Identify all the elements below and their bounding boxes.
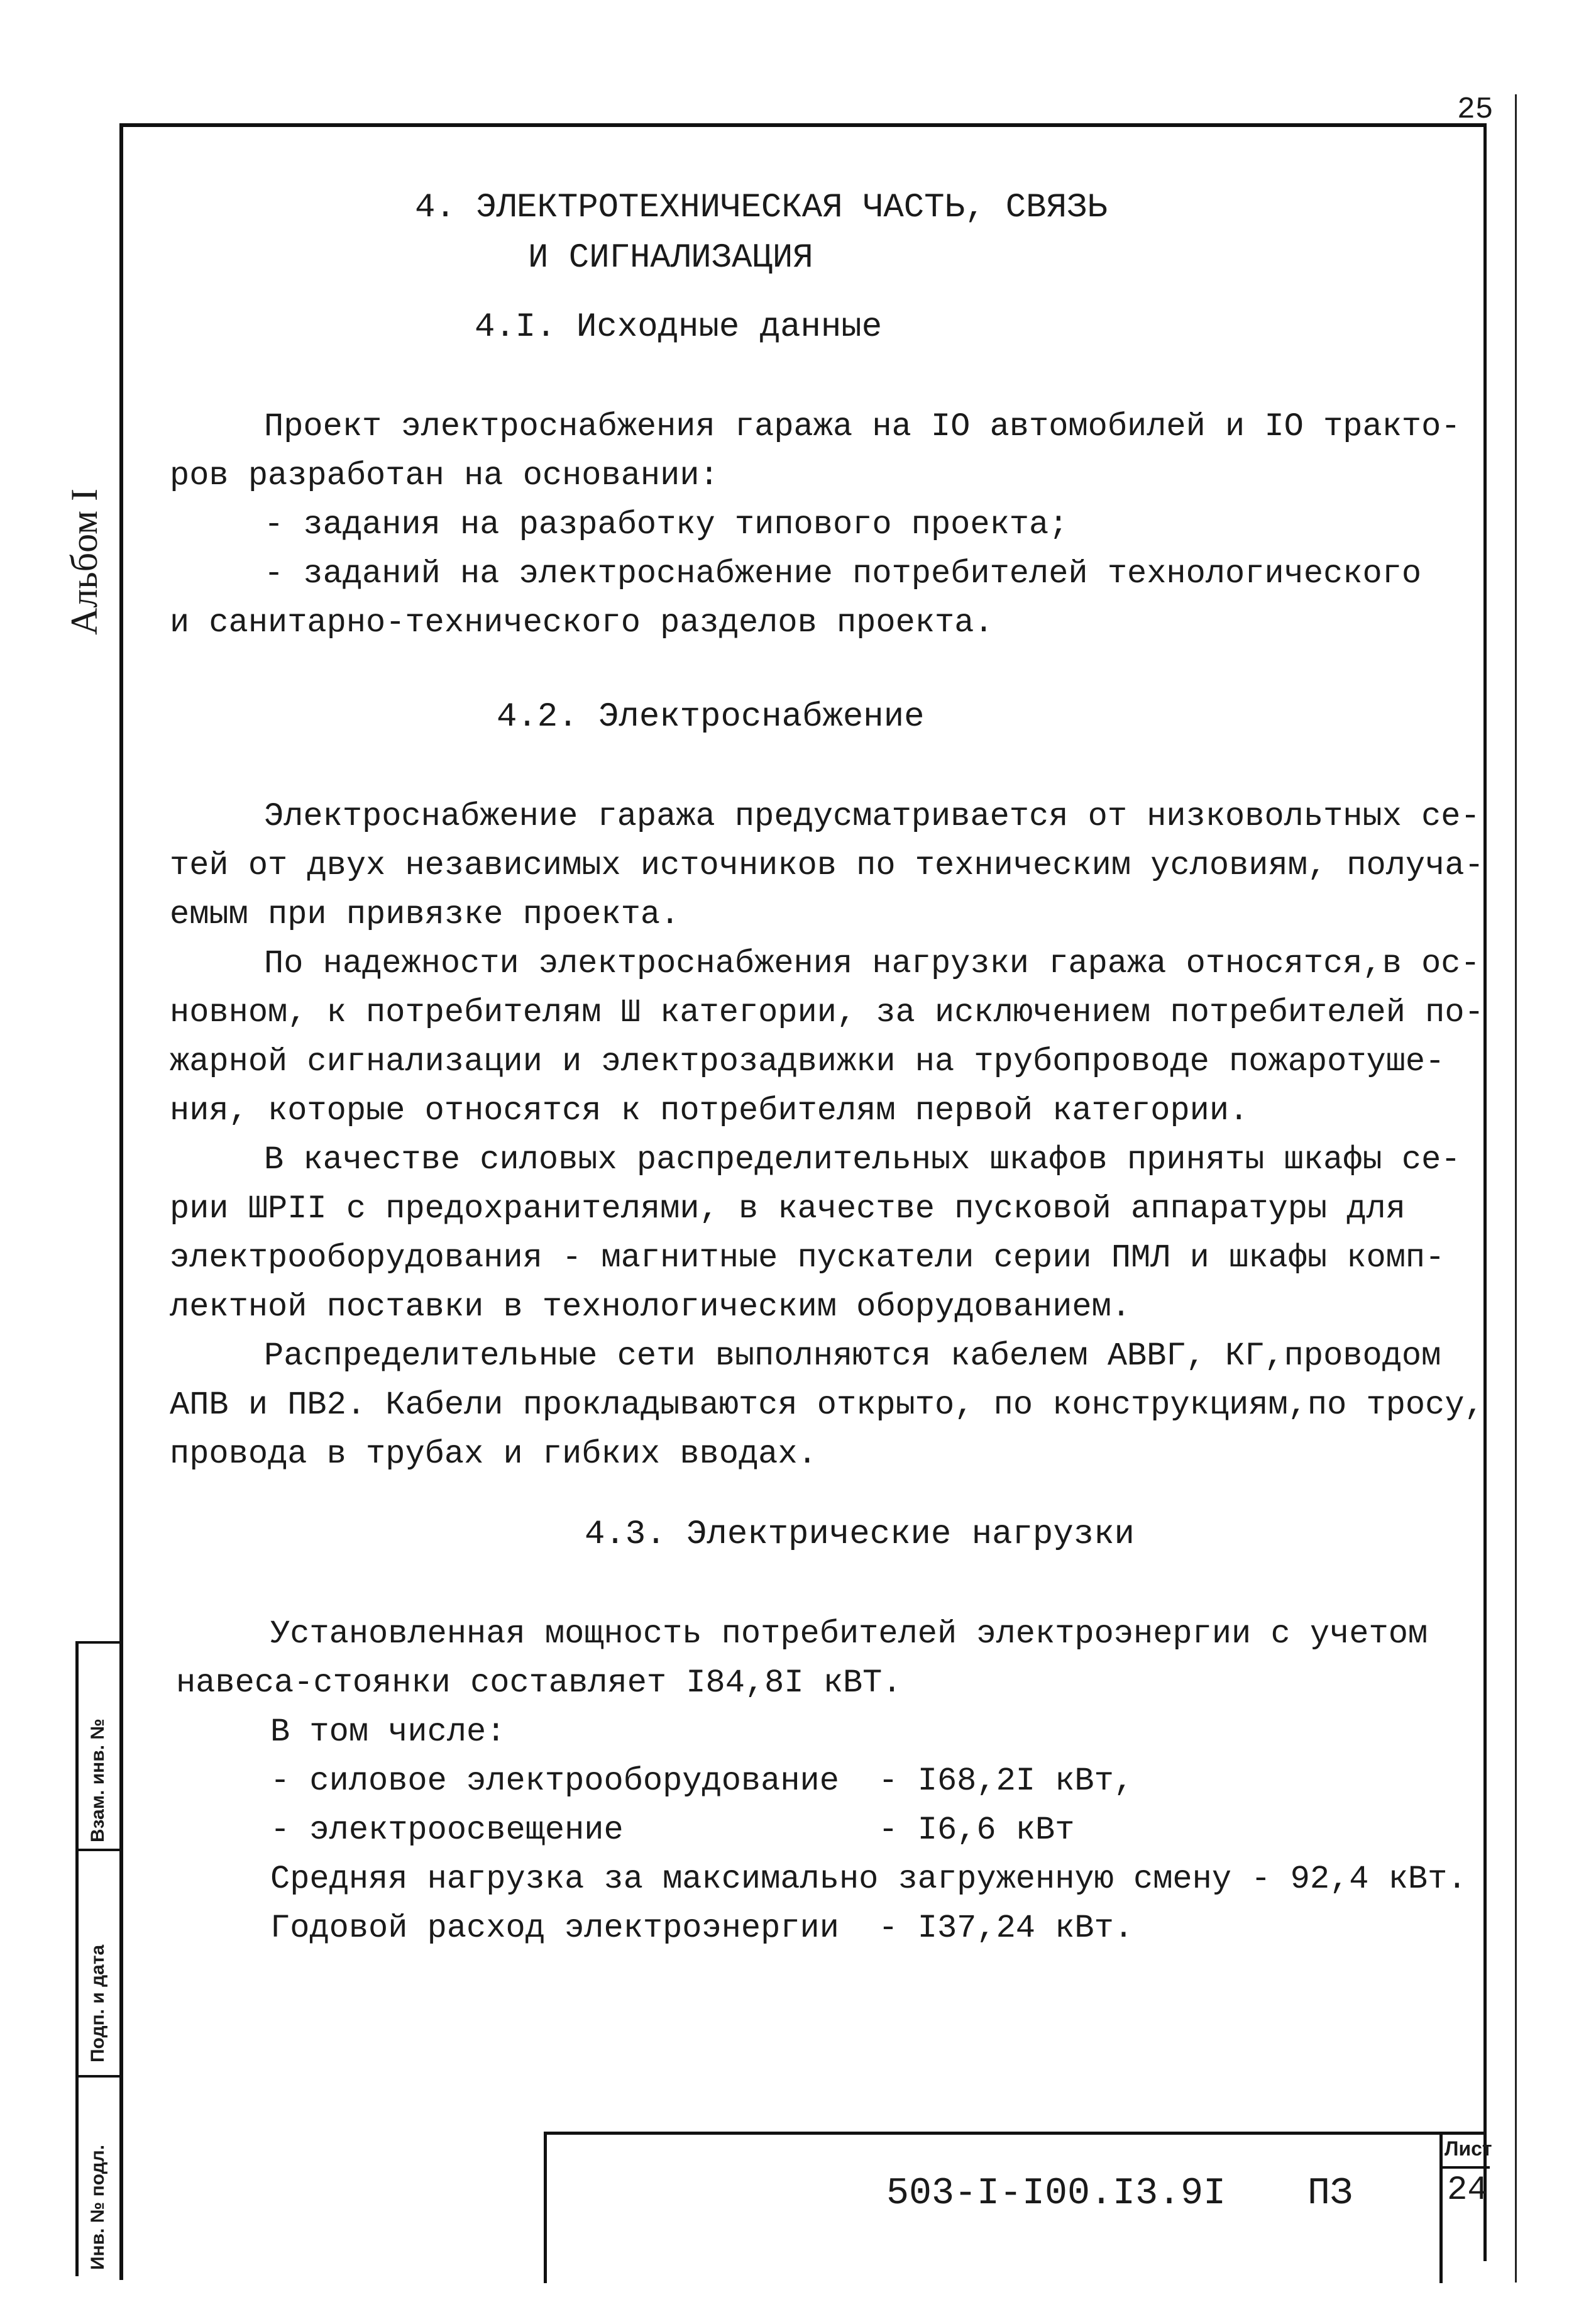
paragraph-line: и санитарно-технического разделов проекта. bbox=[170, 604, 994, 641]
document-type: ПЗ bbox=[1307, 2172, 1353, 2215]
stamp-strip bbox=[75, 1641, 123, 2276]
paragraph-line: новном, к потребителям Ш категории, за исключением потребителей по- bbox=[170, 994, 1484, 1031]
paragraph-line: Средняя нагрузка за максимально загруженную смену - 92,4 кВт. bbox=[270, 1861, 1467, 1898]
paragraph-line: Проект электроснабжения гаража на IO автомобилей и IO тракто- bbox=[264, 408, 1461, 445]
sheet-number: 24 bbox=[1447, 2171, 1488, 2210]
paragraph-line: провода в трубах и гибких вводах. bbox=[170, 1436, 817, 1473]
paragraph-line: Электроснабжение гаража предусматривается от низковольтных се- bbox=[264, 798, 1480, 835]
paragraph-line: - задания на разработку типового проекта; bbox=[264, 506, 1069, 543]
stamp-divider bbox=[79, 1641, 123, 1644]
paragraph-line: - электроосвещение - I6,6 кВт bbox=[270, 1812, 1075, 1849]
frame-outer-right-border bbox=[1515, 94, 1517, 2283]
stamp-vzam-label: Взам. инв. № bbox=[87, 1718, 108, 1842]
paragraph-line: ров разработан на основании: bbox=[170, 457, 719, 494]
stamp-divider bbox=[79, 2075, 123, 2078]
title-block bbox=[544, 2132, 1492, 2283]
document-code: 503-I-I00.I3.9I bbox=[886, 2172, 1226, 2215]
frame-top-border bbox=[119, 123, 1483, 127]
paragraph-line: Распределительные сети выполняются кабелем АВВГ, КГ,проводом bbox=[264, 1337, 1441, 1375]
paragraph-line: Годовой расход электроэнергии - I37,24 кВт. bbox=[270, 1910, 1134, 1947]
paragraph-line: - силовое электрооборудование - I68,2I кВт, bbox=[270, 1762, 1134, 1800]
sheet-box-divider bbox=[1439, 2166, 1490, 2169]
heading-4-2: 4.2. Электроснабжение bbox=[497, 698, 925, 736]
album-label: Альбом I bbox=[63, 489, 105, 635]
heading-4-3: 4.3. Электрические нагрузки bbox=[585, 1515, 1135, 1554]
paragraph-line: В том числе: bbox=[270, 1713, 506, 1751]
paragraph-line: АПВ и ПВ2. Кабели прокладываются открыто, по конструкциям,по тросу, bbox=[170, 1386, 1484, 1424]
paragraph-line: электрооборудования - магнитные пускатели серии ПМЛ и шкафы комп- bbox=[170, 1239, 1445, 1276]
section-title-line1: 4. ЭЛЕКТРОТЕХНИЧЕСКАЯ ЧАСТЬ, СВЯЗЬ bbox=[415, 189, 1108, 227]
paragraph-line: - заданий на электроснабжение потребителей технологического bbox=[264, 555, 1422, 592]
section-title-line2: И СИГНАЛИЗАЦИЯ bbox=[528, 239, 813, 277]
paragraph-line: Установленная мощность потребителей электроэнергии с учетом bbox=[270, 1615, 1428, 1652]
paragraph-line: ния, которые относятся к потребителям первой категории. bbox=[170, 1092, 1249, 1129]
corner-page-number: 25 bbox=[1457, 93, 1494, 127]
sheet-label: Лист bbox=[1445, 2137, 1492, 2160]
paragraph-line: емым при привязке проекта. bbox=[170, 896, 680, 933]
stamp-divider bbox=[79, 1849, 123, 1851]
stamp-podp-label: Подп. и дата bbox=[87, 1944, 108, 2062]
paragraph-line: лектной поставки в технологическим оборудованием. bbox=[170, 1288, 1131, 1325]
paragraph-line: жарной сигнализации и электрозадвижки на трубопроводе пожаротуше- bbox=[170, 1043, 1445, 1080]
paragraph-line: По надежности электроснабжения нагрузки гаража относятся,в ос- bbox=[264, 945, 1480, 982]
paragraph-line: навеса-стоянки составляет I84,8I кВТ. bbox=[176, 1664, 902, 1702]
paragraph-line: рии ШРII с предохранителями, в качестве пусковой аппаратуры для bbox=[170, 1190, 1406, 1227]
paragraph-line: тей от двух независимых источников по техническим условиям, получа- bbox=[170, 847, 1484, 884]
stamp-inv-label: Инв. № подл. bbox=[87, 2144, 108, 2270]
heading-4-1: 4.I. Исходные данные bbox=[475, 308, 883, 346]
frame-right-border bbox=[1483, 123, 1487, 2261]
paragraph-line: В качестве силовых распределительных шкафов приняты шкафы се- bbox=[264, 1141, 1461, 1178]
